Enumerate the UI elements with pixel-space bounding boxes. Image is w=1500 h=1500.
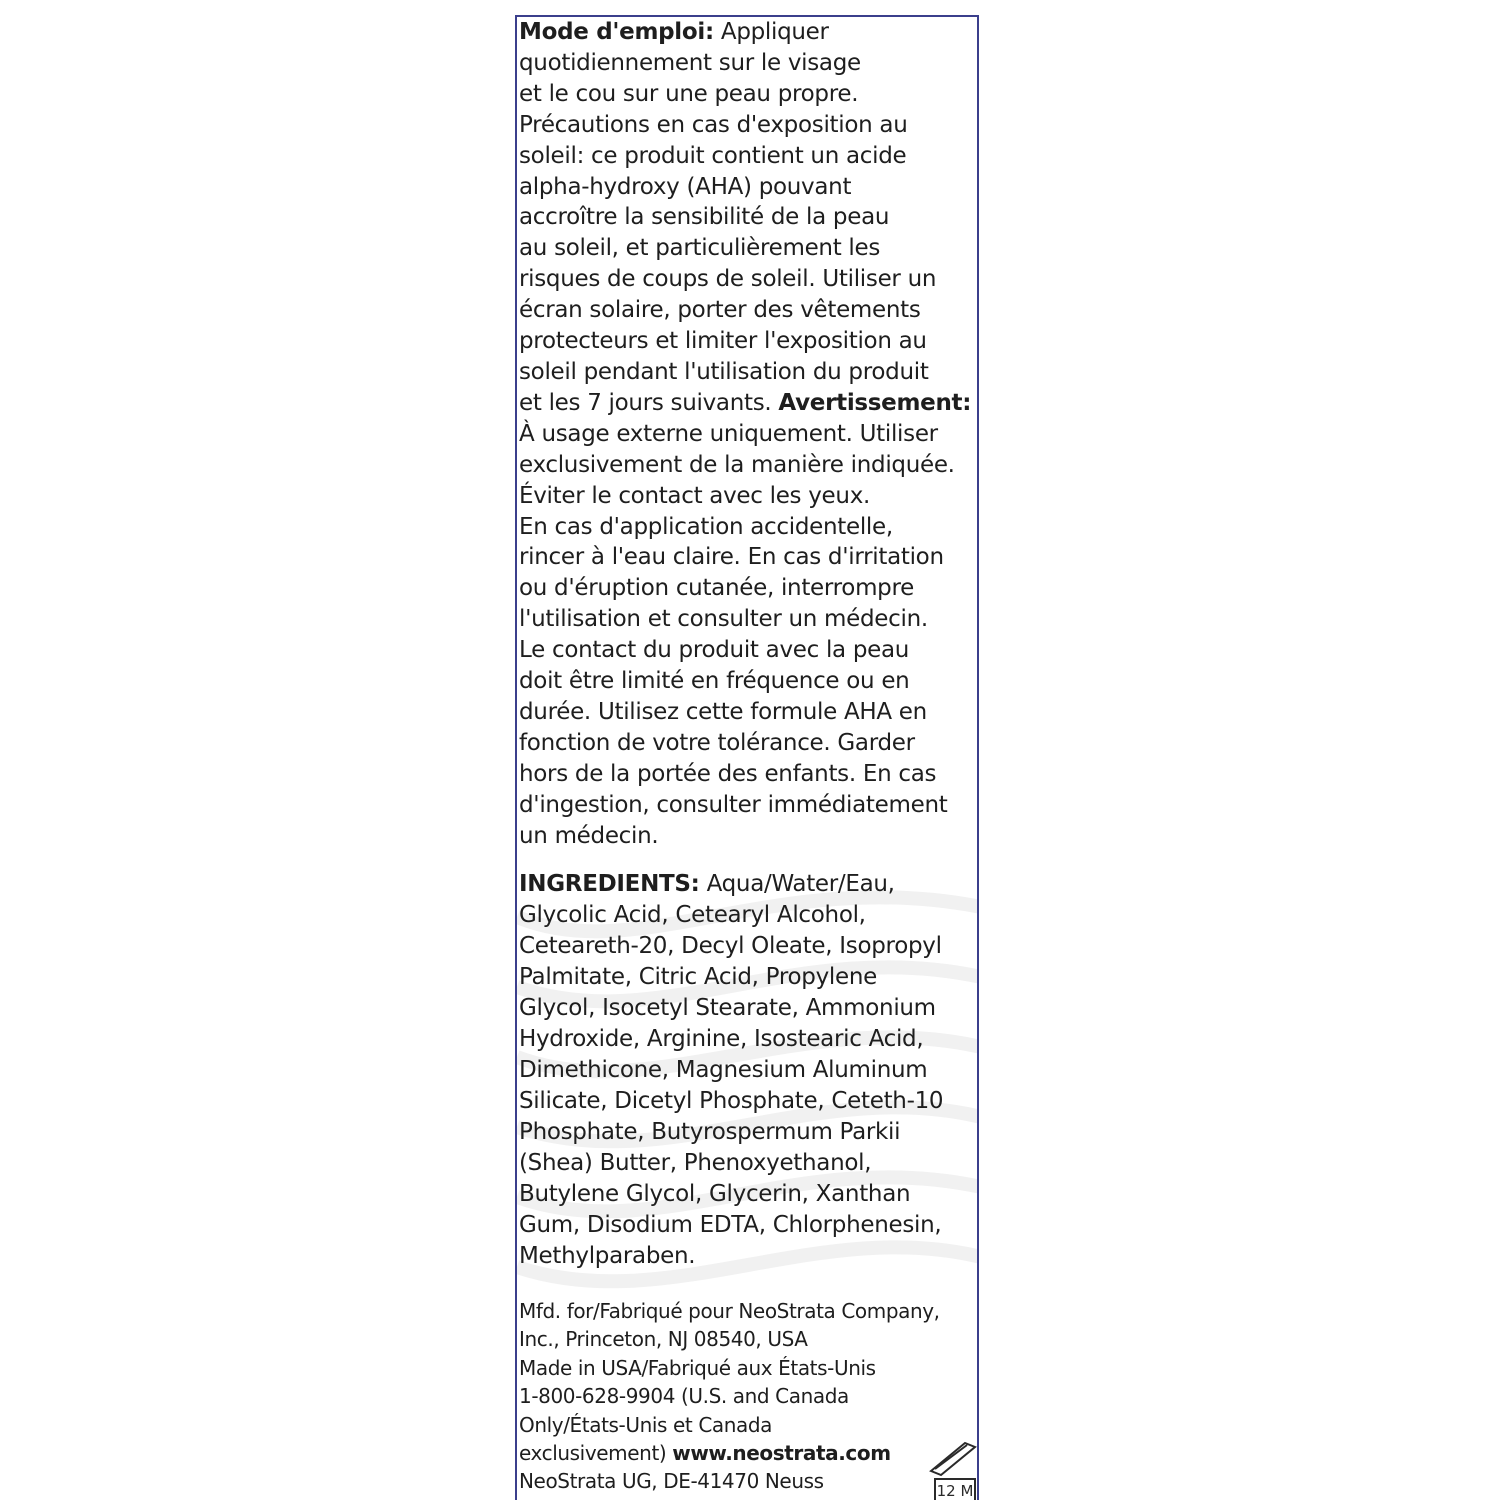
ingredients-line: Phosphate, Butyrospermum Parkii <box>519 1119 901 1145</box>
usage-heading: Mode d'emploi: <box>519 19 714 45</box>
usage-line: accroître la sensibilité de la peau <box>519 204 890 231</box>
ingredients-line: Glycol, Isocetyl Stearate, Ammonium <box>519 995 936 1021</box>
ingredients-line: Butylene Glycol, Glycerin, Xanthan <box>519 1181 911 1207</box>
ingredients-line: Gum, Disodium EDTA, Chlorphenesin, <box>519 1212 942 1238</box>
ingredients-line: Dimethicone, Magnesium Aluminum <box>519 1057 928 1083</box>
usage-line: et le cou sur une peau propre. <box>519 80 859 107</box>
ingredients-heading: INGREDIENTS: <box>519 871 700 897</box>
warning-heading: Avertissement: <box>778 389 972 416</box>
usage-and-warnings <box>519 17 977 851</box>
ingredients-line: Hydroxide, Arginine, Isostearic Acid, <box>519 1026 924 1052</box>
usage-line: protecteurs et limiter l'exposition au <box>519 328 927 355</box>
warning-line: exclusivement de la manière indiquée. <box>519 451 955 478</box>
ingredients-line: Methylparaben. <box>519 1243 696 1269</box>
warning-line: Le contact du produit avec la peau <box>519 637 910 664</box>
warning-line: fonction de votre tolérance. Garder <box>519 729 915 756</box>
warning-line: ou d'éruption cutanée, interrompre <box>519 575 914 602</box>
usage-line: Précautions en cas d'exposition au <box>519 111 908 138</box>
ingredients-line: (Shea) Butter, Phenoxyethanol, <box>519 1150 872 1176</box>
manufacturer-website-line: exclusivement) www.neostrata.com <box>519 1441 891 1466</box>
ingredients-line-1: INGREDIENTS: Aqua/Water/Eau, <box>519 871 895 897</box>
ingredients-line: Glycolic Acid, Cetearyl Alcohol, <box>519 902 866 928</box>
ingredients-line: Palmitate, Citric Acid, Propylene <box>519 964 877 990</box>
warning-line: durée. Utilisez cette formule AHA en <box>519 698 927 725</box>
manufacturer-line: Only/États-Unis et Canada <box>519 1412 773 1437</box>
usage-line: écran solaire, porter des vêtements <box>519 297 921 324</box>
usage-line: alpha-hydroxy (AHA) pouvant <box>519 173 852 200</box>
usage-line: au soleil, et particulièrement les <box>519 235 881 262</box>
warning-line: rincer à l'eau claire. En cas d'irritation <box>519 544 944 571</box>
warning-line: d'ingestion, consulter immédiatement <box>519 791 948 818</box>
warning-line: À usage externe uniquement. Utiliser <box>519 420 938 447</box>
warning-line: hors de la portée des enfants. En cas <box>519 760 937 787</box>
pao-label: 12 M <box>936 1482 974 1500</box>
warning-line: un médecin. <box>519 822 659 849</box>
warning-line: Éviter le contact avec les yeux. <box>519 482 871 509</box>
open-jar-period-after-opening-icon <box>925 1425 979 1500</box>
warning-line: En cas d'application accidentelle, <box>519 513 893 540</box>
ingredients-line: Silicate, Dicetyl Phosphate, Ceteth-10 <box>519 1088 944 1114</box>
warning-line: l'utilisation et consulter un médecin. <box>519 606 928 633</box>
manufacturer-line: Inc., Princeton, NJ 08540, USA <box>519 1327 808 1352</box>
usage-line: soleil pendant l'utilisation du produit <box>519 358 929 385</box>
label-panel <box>515 15 979 1500</box>
usage-line: quotidiennement sur le visage <box>519 49 861 76</box>
usage-line: soleil: ce produit contient un acide <box>519 142 907 169</box>
manufacturer-line: Made in USA/Fabriqué aux États-Unis <box>519 1355 876 1380</box>
ingredients-line: Ceteareth-20, Decyl Oleate, Isopropyl <box>519 933 942 959</box>
usage-line: risques de coups de soleil. Utiliser un <box>519 266 937 293</box>
usage-line-last: et les 7 jours suivants. Avertissement: <box>519 389 972 416</box>
eu-address: NeoStrata UG, DE-41470 Neuss <box>519 1469 824 1494</box>
website-link[interactable]: www.neostrata.com <box>672 1441 891 1466</box>
manufacturer-line: Mfd. for/Fabriqué pour NeoStrata Company, <box>519 1299 940 1323</box>
manufacturer-info <box>519 1297 977 1496</box>
ingredients-list <box>519 869 977 1272</box>
warning-line: doit être limité en fréquence ou en <box>519 668 910 695</box>
usage-line-1: Mode d'emploi: Appliquer <box>519 19 829 45</box>
manufacturer-phone: 1-800-628-9904 (U.S. and Canada <box>519 1384 849 1409</box>
